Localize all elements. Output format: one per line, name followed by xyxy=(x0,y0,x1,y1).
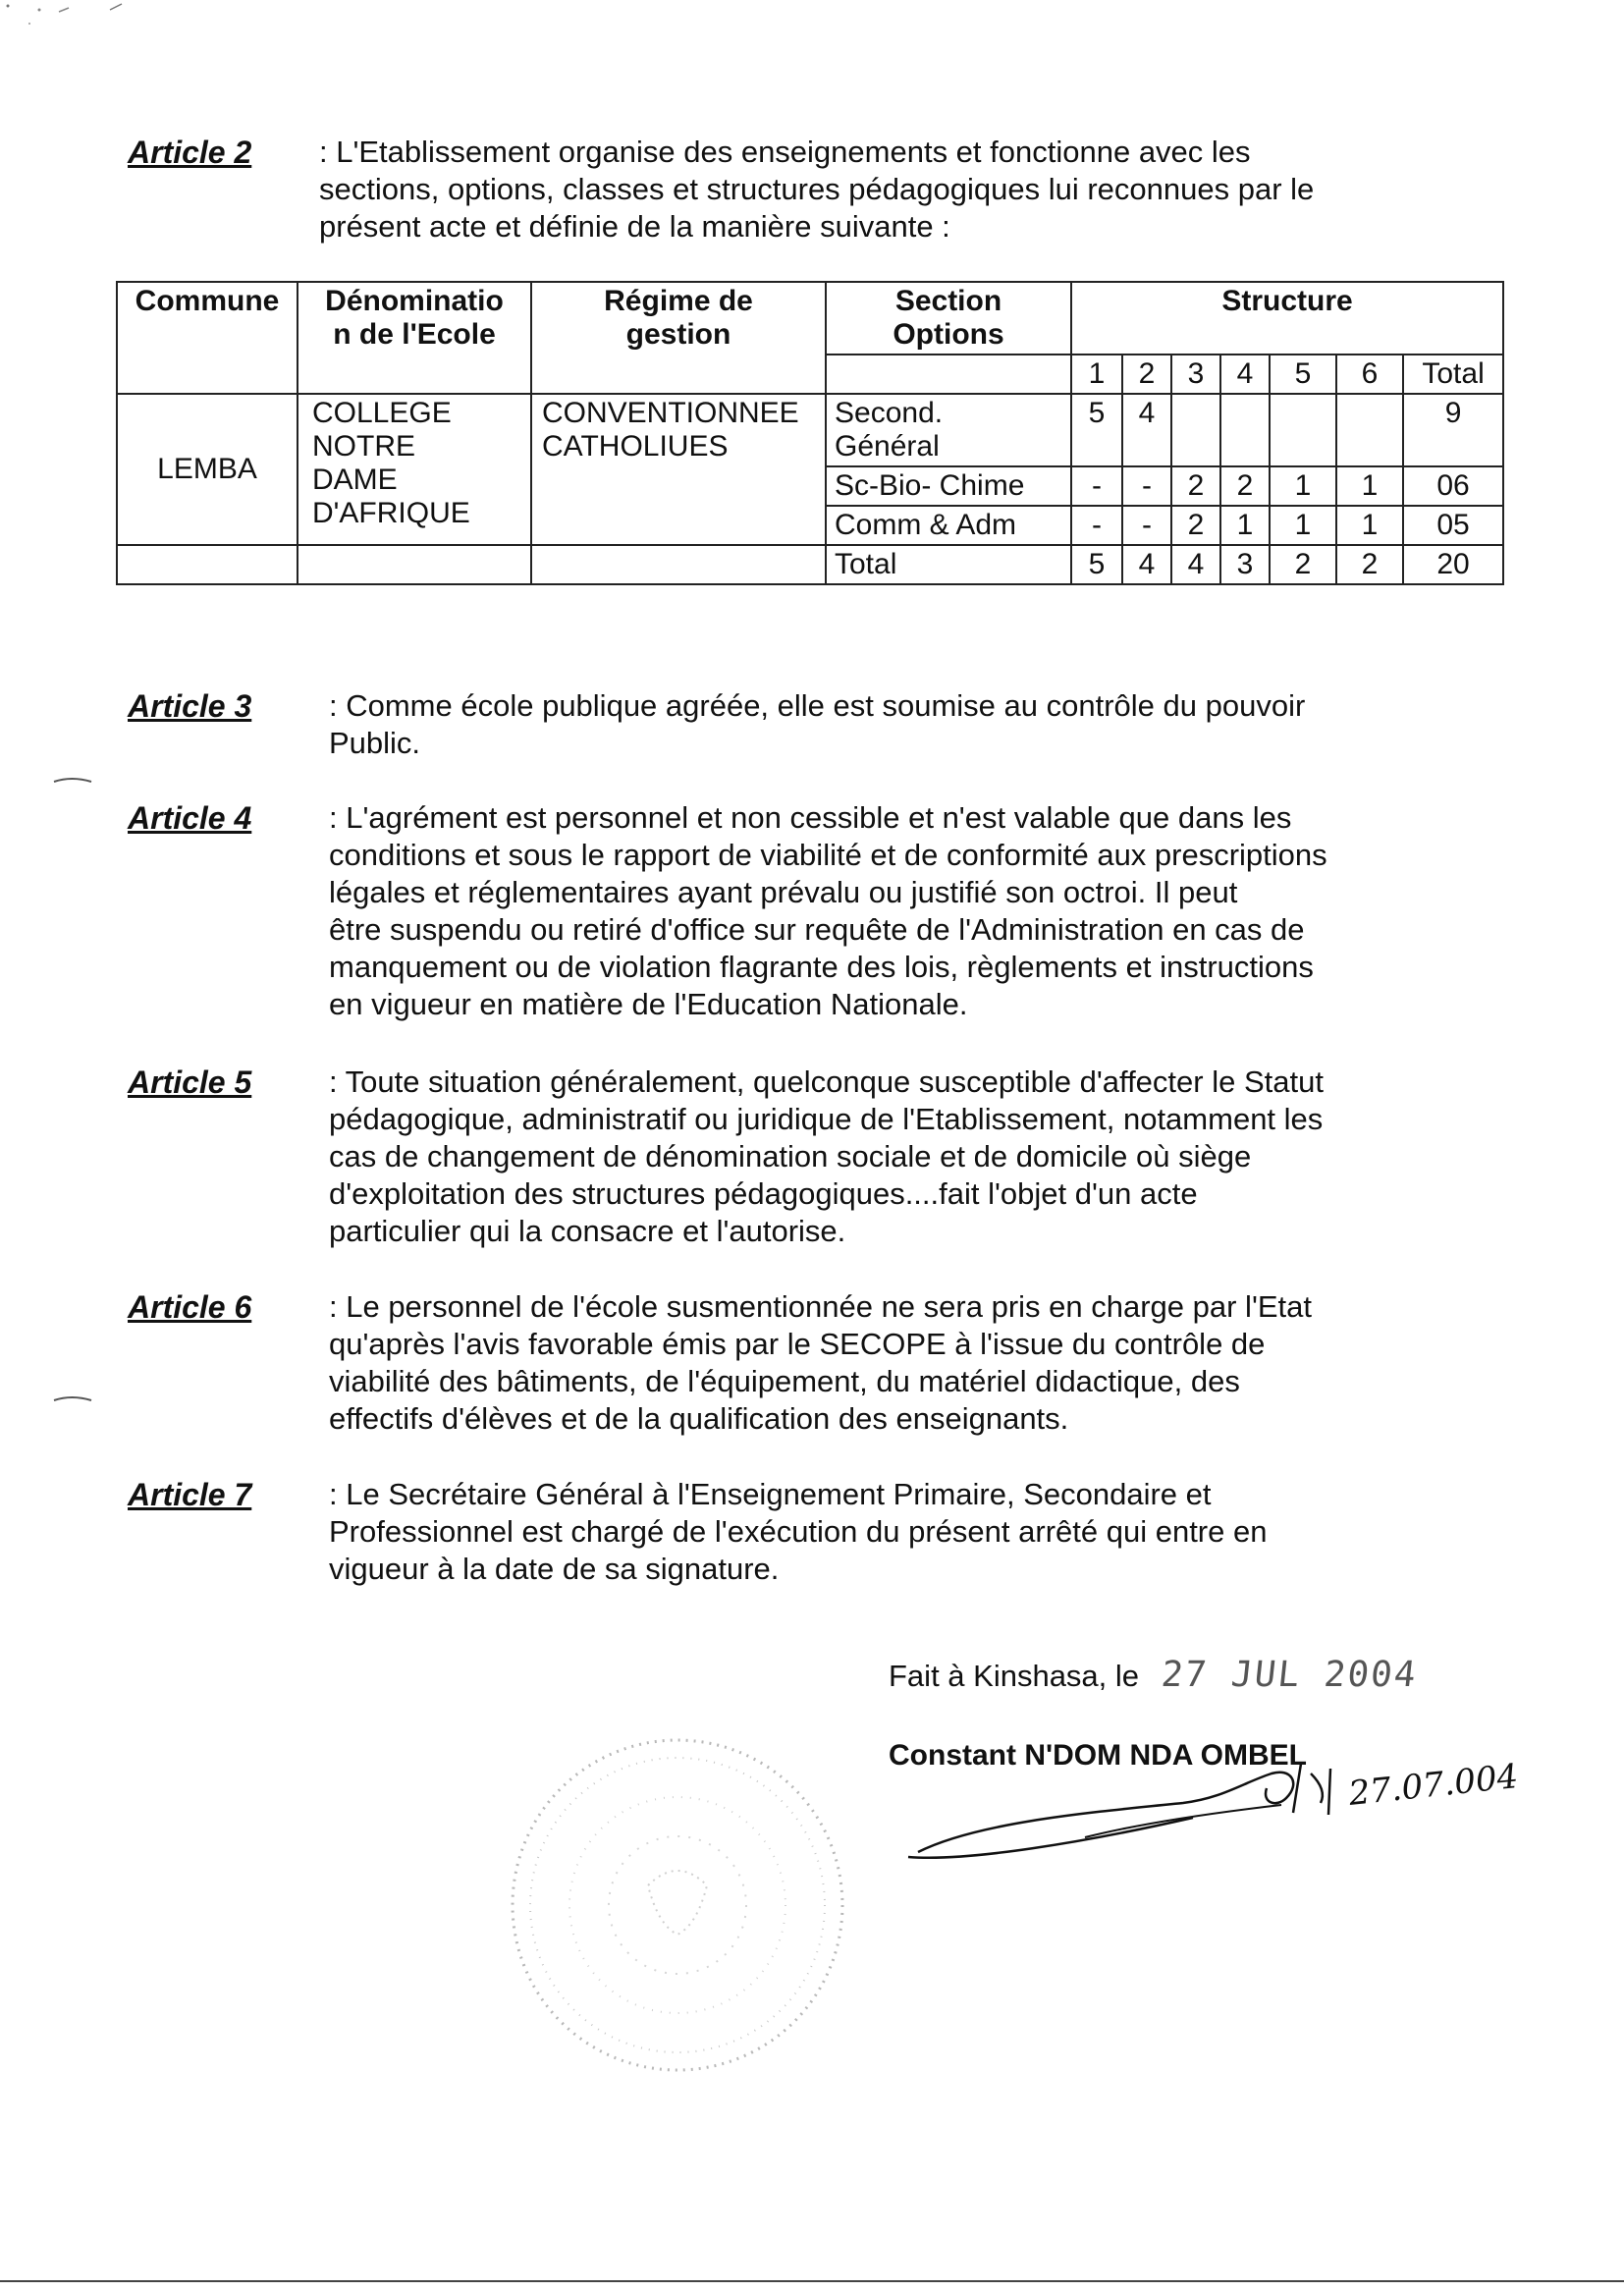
article-text: : Le personnel de l'école susmentionnée ne sera pris en charge par l'Etat qu'après l'avis favorable émis par le SECOPE à l'issue du contrôle de viabilité des bâtiments, de l'équipement, du matériel didactique, des effectifs d'élèves et de la qualification des enseignants. xyxy=(329,1289,1313,1436)
structure-col-6: 6 xyxy=(1336,355,1403,394)
article-text: : Toute situation généralement, quelconque susceptible d'affecter le Statut pédagogique, administratif ou juridique de l'Etablissement, notamment les cas de changement de dénomination sociale et de domicile où siège d'exploitation des structures pédagogiques....fait l'objet d'un acte particulier qui la consacre et l'autorise. xyxy=(329,1064,1324,1248)
margin-mark xyxy=(54,1394,93,1400)
total-value: 3 xyxy=(1220,545,1270,584)
row-value: 2 xyxy=(1171,466,1220,506)
total-value: 2 xyxy=(1270,545,1336,584)
row-value xyxy=(1270,394,1336,466)
article-label: Article 2 xyxy=(128,135,252,170)
row-value: 5 xyxy=(1071,394,1122,466)
total-blank-cell xyxy=(117,545,298,584)
handwritten-date: 27.07.004 xyxy=(1346,1757,1521,1814)
structure-col-4: 4 xyxy=(1220,355,1270,394)
row-section: Sc-Bio- Chime xyxy=(826,466,1071,506)
row-value: 1 xyxy=(1336,466,1403,506)
row-value: - xyxy=(1122,466,1171,506)
article-label: Article 5 xyxy=(128,1064,252,1100)
row-value: 1 xyxy=(1220,506,1270,545)
article-text: : L'Etablissement organise des enseignements et fonctionne avec les sections, options, classes et structures pédagogiques lui reconnues par le présent acte et définie de la manière suivante : xyxy=(319,135,1315,244)
row-value: 05 xyxy=(1403,506,1503,545)
article-text: : Le Secrétaire Général à l'Enseignement Primaire, Secondaire et Professionnel est chargé de l'exécution du présent arrêté qui entre en vigueur à la date de sa signature. xyxy=(329,1477,1268,1586)
row-value: 1 xyxy=(1270,506,1336,545)
cell-commune: LEMBA xyxy=(117,394,298,545)
total-value: 20 xyxy=(1403,545,1503,584)
total-value: 5 xyxy=(1071,545,1122,584)
handwritten-signature xyxy=(889,1744,1521,1872)
row-value xyxy=(1171,394,1220,466)
header-section-blank xyxy=(826,355,1071,394)
row-section: Second. Général xyxy=(826,394,1071,466)
header-regime: Régime de gestion xyxy=(531,282,826,394)
total-blank-cell xyxy=(531,545,826,584)
article-label: Article 4 xyxy=(128,800,252,836)
row-value xyxy=(1220,394,1270,466)
row-value: - xyxy=(1071,506,1122,545)
row-value: 4 xyxy=(1122,394,1171,466)
structure-table xyxy=(116,281,1504,585)
article-label: Article 3 xyxy=(128,688,252,724)
row-value: 06 xyxy=(1403,466,1503,506)
structure-col-3: 3 xyxy=(1171,355,1220,394)
margin-mark xyxy=(54,776,93,782)
article-label: Article 6 xyxy=(128,1289,252,1325)
date-stamp: 27 JUL 2004 xyxy=(1159,1655,1420,1695)
row-value: 1 xyxy=(1270,466,1336,506)
official-seal xyxy=(501,1728,854,2082)
header-structure: Structure xyxy=(1071,282,1503,355)
structure-col-5: 5 xyxy=(1270,355,1336,394)
article-text: : Comme école publique agréée, elle est soumise au contrôle du pouvoir Public. xyxy=(329,688,1306,760)
place-date-line xyxy=(889,1656,1497,1696)
total-value: 4 xyxy=(1122,545,1171,584)
header-denomination: Dénominatio n de l'Ecole xyxy=(298,282,531,394)
header-section-options: Section Options xyxy=(826,282,1071,355)
total-value: 4 xyxy=(1171,545,1220,584)
row-value: 2 xyxy=(1220,466,1270,506)
article-text: : L'agrément est personnel et non cessible et n'est valable que dans les conditions et sous le rapport de viabilité et de conformité aux prescriptions légales et réglementaires ayant prévalu ou justifié son octroi. Il peut être suspendu ou retiré d'office sur requête de l'Administration en cas de manquement ou de violation flagrante des lois, règlements et instructions en vigueur en matière de l'Education Nationale. xyxy=(329,800,1327,1021)
scan-speck-marks xyxy=(0,0,137,39)
row-value: 9 xyxy=(1403,394,1503,466)
header-commune: Commune xyxy=(117,282,298,394)
row-section: Comm & Adm xyxy=(826,506,1071,545)
page-bottom-edge xyxy=(0,2280,1624,2282)
article-label: Article 7 xyxy=(128,1477,252,1512)
row-value xyxy=(1336,394,1403,466)
row-value: - xyxy=(1122,506,1171,545)
total-blank-cell xyxy=(298,545,531,584)
row-value: - xyxy=(1071,466,1122,506)
structure-col-2: 2 xyxy=(1122,355,1171,394)
cell-regime: CONVENTIONNEE CATHOLIUES xyxy=(531,394,826,545)
structure-col-1: 1 xyxy=(1071,355,1122,394)
place-text: Fait à Kinshasa, le xyxy=(889,1659,1140,1693)
cell-ecole: COLLEGE NOTRE DAME D'AFRIQUE xyxy=(298,394,531,545)
signature-block xyxy=(889,1655,1521,1814)
row-value: 1 xyxy=(1336,506,1403,545)
signatory-name: Constant N'DOM NDA OMBEL xyxy=(889,1739,1307,1772)
total-value: 2 xyxy=(1336,545,1403,584)
total-row-label: Total xyxy=(826,545,1071,584)
row-value: 2 xyxy=(1171,506,1220,545)
structure-col-total: Total xyxy=(1403,355,1503,394)
